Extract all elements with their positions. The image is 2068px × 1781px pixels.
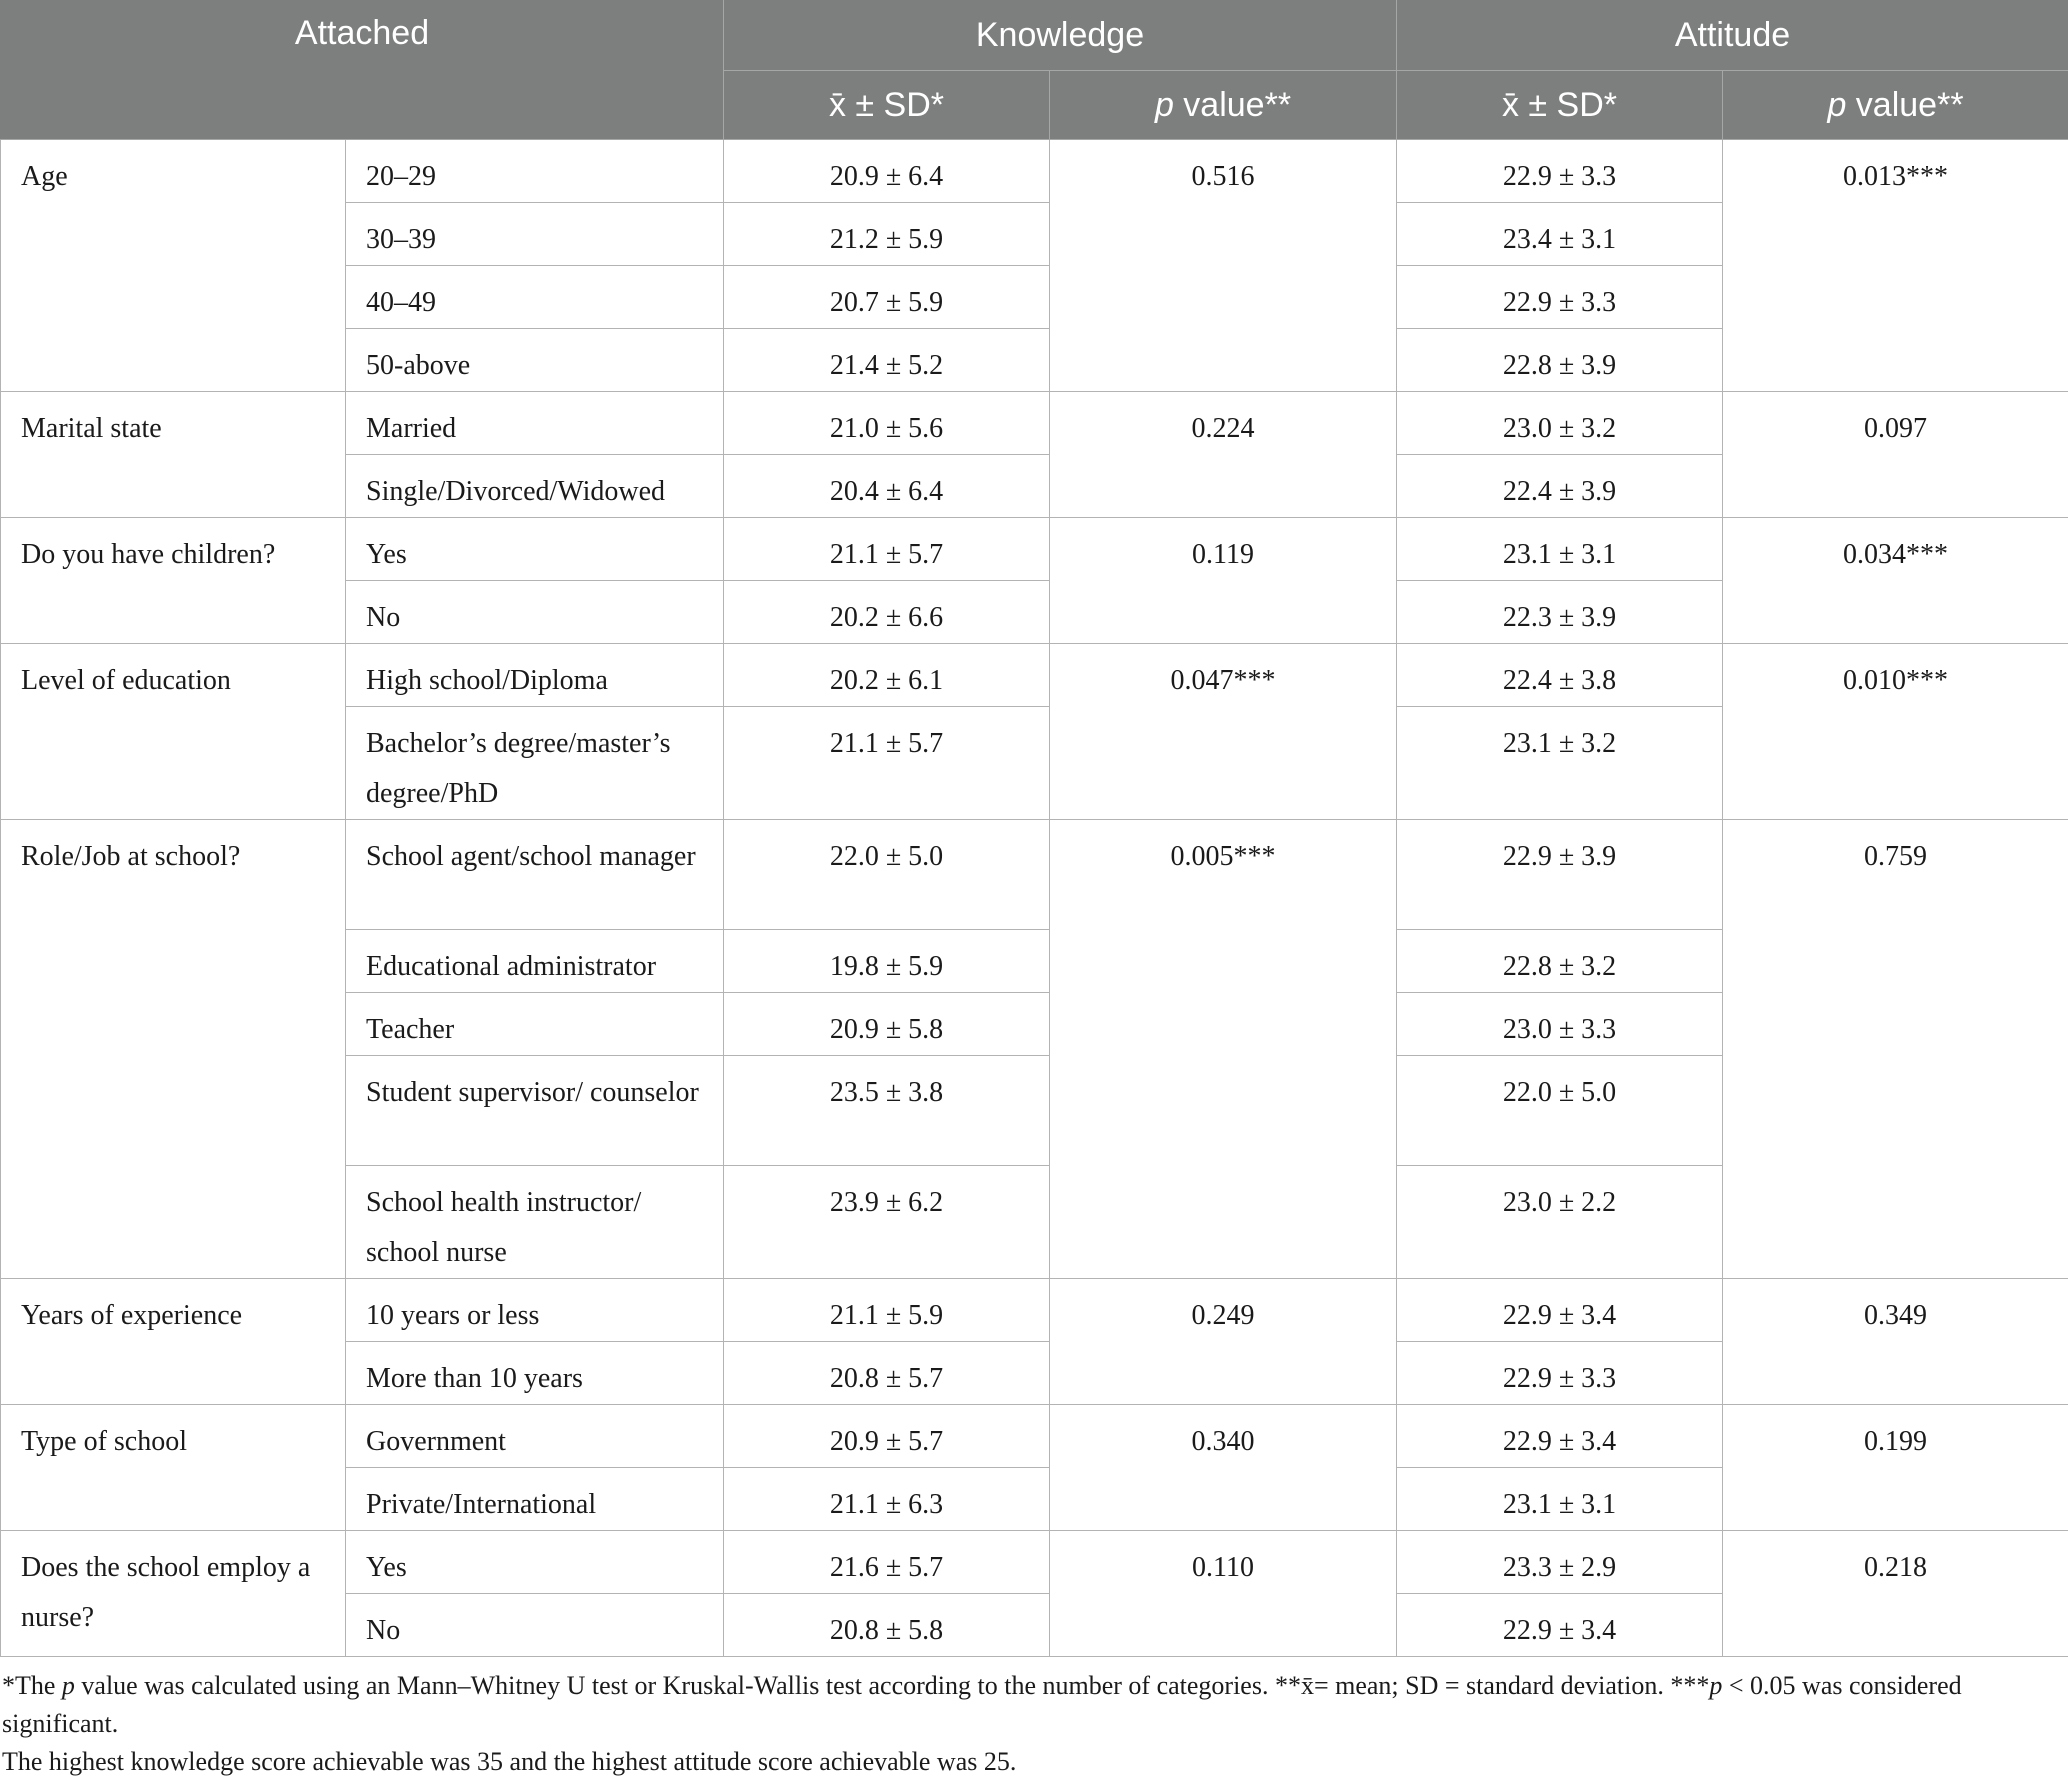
footnote-line-2: The highest knowledge score achievable was 35 and the highest attitude score achievable was 25. (2, 1743, 2068, 1781)
knowledge-mean-sd-cell: 21.4 ± 5.2 (724, 329, 1050, 392)
attitude-p-value-cell: 0.759 (1723, 820, 2068, 1279)
category-cell: 40–49 (346, 266, 724, 329)
knowledge-p-value-cell: 0.005*** (1050, 820, 1397, 1279)
category-cell: Yes (346, 1531, 724, 1594)
knowledge-mean-sd-cell: 20.9 ± 5.7 (724, 1405, 1050, 1468)
header-attitude-mean-sd: x̄ ± SD* (1397, 71, 1723, 140)
attitude-mean-sd-cell: 23.1 ± 3.1 (1397, 518, 1723, 581)
knowledge-mean-sd-cell: 20.8 ± 5.7 (724, 1342, 1050, 1405)
attitude-p-value-cell: 0.013*** (1723, 140, 2068, 392)
attitude-p-value-cell: 0.097 (1723, 392, 2068, 518)
attitude-mean-sd-cell: 23.4 ± 3.1 (1397, 203, 1723, 266)
attitude-mean-sd-cell: 22.4 ± 3.8 (1397, 644, 1723, 707)
attitude-mean-sd-cell: 22.9 ± 3.3 (1397, 140, 1723, 203)
table-row (1, 518, 2068, 581)
knowledge-p-value-cell: 0.340 (1050, 1405, 1397, 1531)
knowledge-mean-sd-cell: 23.5 ± 3.8 (724, 1056, 1050, 1166)
attitude-mean-sd-cell: 23.3 ± 2.9 (1397, 1531, 1723, 1594)
table-row (1, 644, 2068, 707)
attitude-mean-sd-cell: 23.0 ± 2.2 (1397, 1166, 1723, 1279)
knowledge-mean-sd-cell: 21.6 ± 5.7 (724, 1531, 1050, 1594)
attitude-mean-sd-cell: 22.3 ± 3.9 (1397, 581, 1723, 644)
table-footnote (0, 1657, 2068, 1781)
category-cell: Single/Divorced/Widowed (346, 455, 724, 518)
knowledge-p-value-cell: 0.224 (1050, 392, 1397, 518)
category-cell: Private/International (346, 1468, 724, 1531)
attitude-p-value-cell: 0.010*** (1723, 644, 2068, 820)
table-body (1, 140, 2068, 1657)
knowledge-p-value-cell: 0.110 (1050, 1531, 1397, 1657)
attitude-p-value-cell: 0.349 (1723, 1279, 2068, 1405)
knowledge-mean-sd-cell: 21.0 ± 5.6 (724, 392, 1050, 455)
category-cell: School health instructor/ school nurse (346, 1166, 724, 1279)
knowledge-mean-sd-cell: 20.2 ± 6.6 (724, 581, 1050, 644)
knowledge-mean-sd-cell: 21.1 ± 5.9 (724, 1279, 1050, 1342)
table-row (1, 1279, 2068, 1342)
category-cell: Student supervisor/ counselor (346, 1056, 724, 1166)
knowledge-p-value-cell: 0.047*** (1050, 644, 1397, 820)
attitude-mean-sd-cell: 22.8 ± 3.2 (1397, 930, 1723, 993)
attribute-cell: Level of education (1, 644, 346, 820)
category-cell: Bachelor’s degree/master’s degree/PhD (346, 707, 724, 820)
header-knowledge: Knowledge (724, 0, 1397, 71)
attribute-cell: Do you have children? (1, 518, 346, 644)
attitude-mean-sd-cell: 22.4 ± 3.9 (1397, 455, 1723, 518)
header-knowledge-mean-sd: x̄ ± SD* (724, 71, 1050, 140)
knowledge-mean-sd-cell: 21.1 ± 5.7 (724, 518, 1050, 581)
knowledge-mean-sd-cell: 20.9 ± 5.8 (724, 993, 1050, 1056)
attitude-mean-sd-cell: 23.1 ± 3.2 (1397, 707, 1723, 820)
attitude-p-value-cell: 0.034*** (1723, 518, 2068, 644)
table-header (1, 0, 2068, 140)
knowledge-mean-sd-cell: 21.1 ± 6.3 (724, 1468, 1050, 1531)
attitude-mean-sd-cell: 22.9 ± 3.4 (1397, 1405, 1723, 1468)
attitude-mean-sd-cell: 22.0 ± 5.0 (1397, 1056, 1723, 1166)
category-cell: Government (346, 1405, 724, 1468)
category-cell: 30–39 (346, 203, 724, 266)
attitude-mean-sd-cell: 22.9 ± 3.3 (1397, 266, 1723, 329)
category-cell: No (346, 1594, 724, 1657)
knowledge-mean-sd-cell: 21.1 ± 5.7 (724, 707, 1050, 820)
knowledge-p-value-cell: 0.249 (1050, 1279, 1397, 1405)
attitude-mean-sd-cell: 22.9 ± 3.3 (1397, 1342, 1723, 1405)
knowledge-mean-sd-cell: 22.0 ± 5.0 (724, 820, 1050, 930)
attitude-mean-sd-cell: 22.9 ± 3.9 (1397, 820, 1723, 930)
attitude-mean-sd-cell: 22.9 ± 3.4 (1397, 1594, 1723, 1657)
attribute-cell: Age (1, 140, 346, 392)
knowledge-mean-sd-cell: 19.8 ± 5.9 (724, 930, 1050, 993)
table-row (1, 1405, 2068, 1468)
knowledge-p-value-cell: 0.119 (1050, 518, 1397, 644)
attitude-p-value-cell: 0.218 (1723, 1531, 2068, 1657)
attitude-mean-sd-cell: 23.1 ± 3.1 (1397, 1468, 1723, 1531)
category-cell: 50-above (346, 329, 724, 392)
table-row (1, 140, 2068, 203)
attitude-p-value-cell: 0.199 (1723, 1405, 2068, 1531)
category-cell: Educational administrator (346, 930, 724, 993)
category-cell: Teacher (346, 993, 724, 1056)
table-row (1, 820, 2068, 930)
attitude-mean-sd-cell: 23.0 ± 3.3 (1397, 993, 1723, 1056)
header-attached: Attached (1, 0, 724, 140)
attitude-mean-sd-cell: 22.9 ± 3.4 (1397, 1279, 1723, 1342)
footnote-line-1: *The p value was calculated using an Mann–Whitney U test or Kruskal-Wallis test according to the number of categories. **x̄= mean; SD = standard deviation. ***p < 0.05 was considered significant. (2, 1667, 2068, 1743)
attitude-mean-sd-cell: 22.8 ± 3.9 (1397, 329, 1723, 392)
header-attitude: Attitude (1397, 0, 2068, 71)
header-attitude-p-value: p value** (1723, 71, 2068, 140)
category-cell: Yes (346, 518, 724, 581)
category-cell: 10 years or less (346, 1279, 724, 1342)
category-cell: School agent/school manager (346, 820, 724, 930)
category-cell: High school/Diploma (346, 644, 724, 707)
knowledge-mean-sd-cell: 23.9 ± 6.2 (724, 1166, 1050, 1279)
knowledge-mean-sd-cell: 21.2 ± 5.9 (724, 203, 1050, 266)
category-cell: Married (346, 392, 724, 455)
table-row (1, 1531, 2068, 1594)
knowledge-mean-sd-cell: 20.4 ± 6.4 (724, 455, 1050, 518)
attribute-cell: Type of school (1, 1405, 346, 1531)
attitude-mean-sd-cell: 23.0 ± 3.2 (1397, 392, 1723, 455)
attribute-cell: Years of experience (1, 1279, 346, 1405)
knowledge-mean-sd-cell: 20.9 ± 6.4 (724, 140, 1050, 203)
knowledge-mean-sd-cell: 20.2 ± 6.1 (724, 644, 1050, 707)
knowledge-mean-sd-cell: 20.8 ± 5.8 (724, 1594, 1050, 1657)
knowledge-mean-sd-cell: 20.7 ± 5.9 (724, 266, 1050, 329)
category-cell: 20–29 (346, 140, 724, 203)
category-cell: No (346, 581, 724, 644)
knowledge-p-value-cell: 0.516 (1050, 140, 1397, 392)
category-cell: More than 10 years (346, 1342, 724, 1405)
table-row (1, 392, 2068, 455)
header-knowledge-p-value: p value** (1050, 71, 1397, 140)
attribute-cell: Role/Job at school? (1, 820, 346, 1279)
attribute-cell: Does the school employ a nurse? (1, 1531, 346, 1657)
attribute-cell: Marital state (1, 392, 346, 518)
